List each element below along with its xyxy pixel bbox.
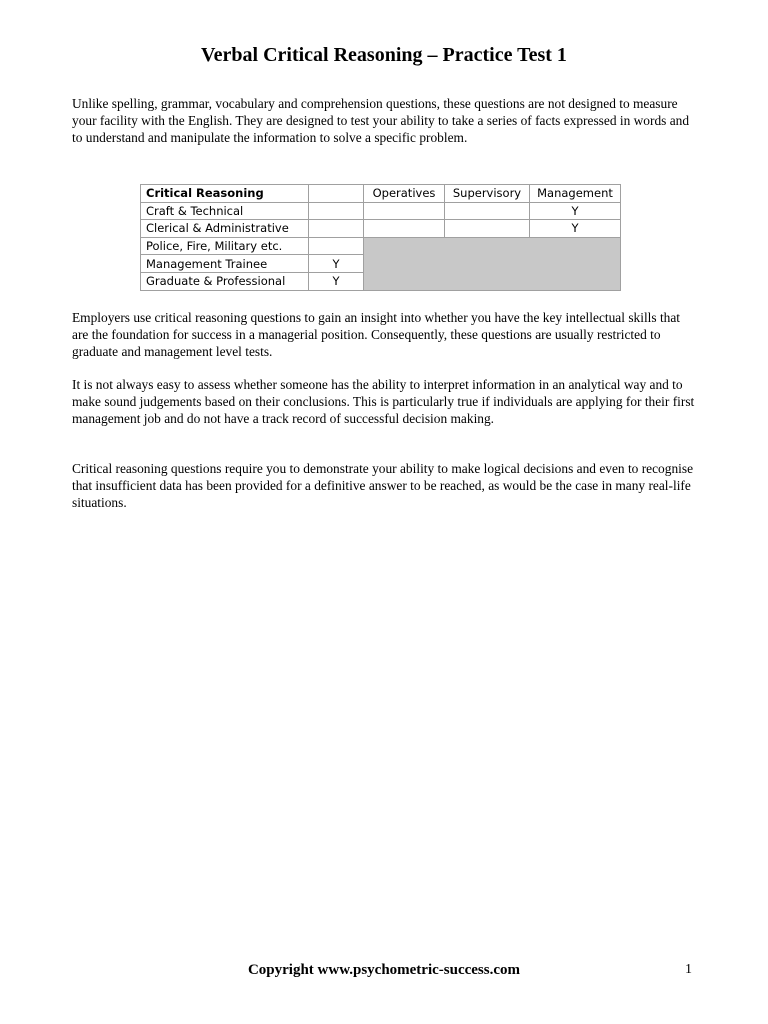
table-header-cell: Supervisory (445, 185, 530, 203)
table-header-cell (309, 185, 364, 203)
table-row (141, 237, 621, 255)
table-cell: Y (309, 255, 364, 273)
page-number: 1 (685, 962, 692, 977)
shaded-area (364, 237, 621, 290)
table-row (141, 202, 621, 220)
table-cell: Y (530, 220, 621, 238)
table-cell: Graduate & Professional (141, 272, 309, 290)
table-row (141, 220, 621, 238)
table-header-row (141, 185, 621, 203)
table-cell (309, 220, 364, 238)
table-cell: Police, Fire, Military etc. (141, 237, 309, 255)
table-cell: Craft & Technical (141, 202, 309, 220)
intro-paragraph: Unlike spelling, grammar, vocabulary and comprehension questions, these questions are not designed to measure your facility with the English. They are designed to test your ability to take a series of facts expressed in words and to understand and manipulate the information to solve a specific problem. (72, 96, 690, 145)
page-title: Verbal Critical Reasoning – Practice Test 1 (201, 44, 567, 66)
table-cell (445, 202, 530, 220)
table-header-cell: Operatives (364, 185, 445, 203)
body-paragraph: It is not always easy to assess whether someone has the ability to interpret information in an analytical way and to make sound judgements based on their conclusions. This is particularly true if individuals are applying for their first management job and do not have a track record of successful decision making. (72, 377, 695, 426)
table-cell (364, 202, 445, 220)
table-cell: Management Trainee (141, 255, 309, 273)
table-cell (309, 237, 364, 255)
critical-reasoning-table (140, 184, 621, 291)
body-paragraph: Employers use critical reasoning questions to gain an insight into whether you have the key intellectual skills that are the foundation for success in a managerial position. Consequently, these questions are usually restricted to graduate and management level tests. (72, 310, 681, 359)
table-cell: Y (309, 272, 364, 290)
table-header-cell: Critical Reasoning (141, 185, 309, 203)
table-cell (364, 220, 445, 238)
table-cell: Clerical & Administrative (141, 220, 309, 238)
table-cell: Y (530, 202, 621, 220)
copyright-footer: Copyright www.psychometric-success.com (247, 962, 521, 978)
table-header-cell: Management (530, 185, 621, 203)
table-cell (309, 202, 364, 220)
body-paragraph: Critical reasoning questions require you to demonstrate your ability to make logical decisions and even to recognise that insufficient data has been provided for a definitive answer to be reached, as would be the case in many real-life situations. (72, 461, 694, 510)
table-cell (445, 220, 530, 238)
